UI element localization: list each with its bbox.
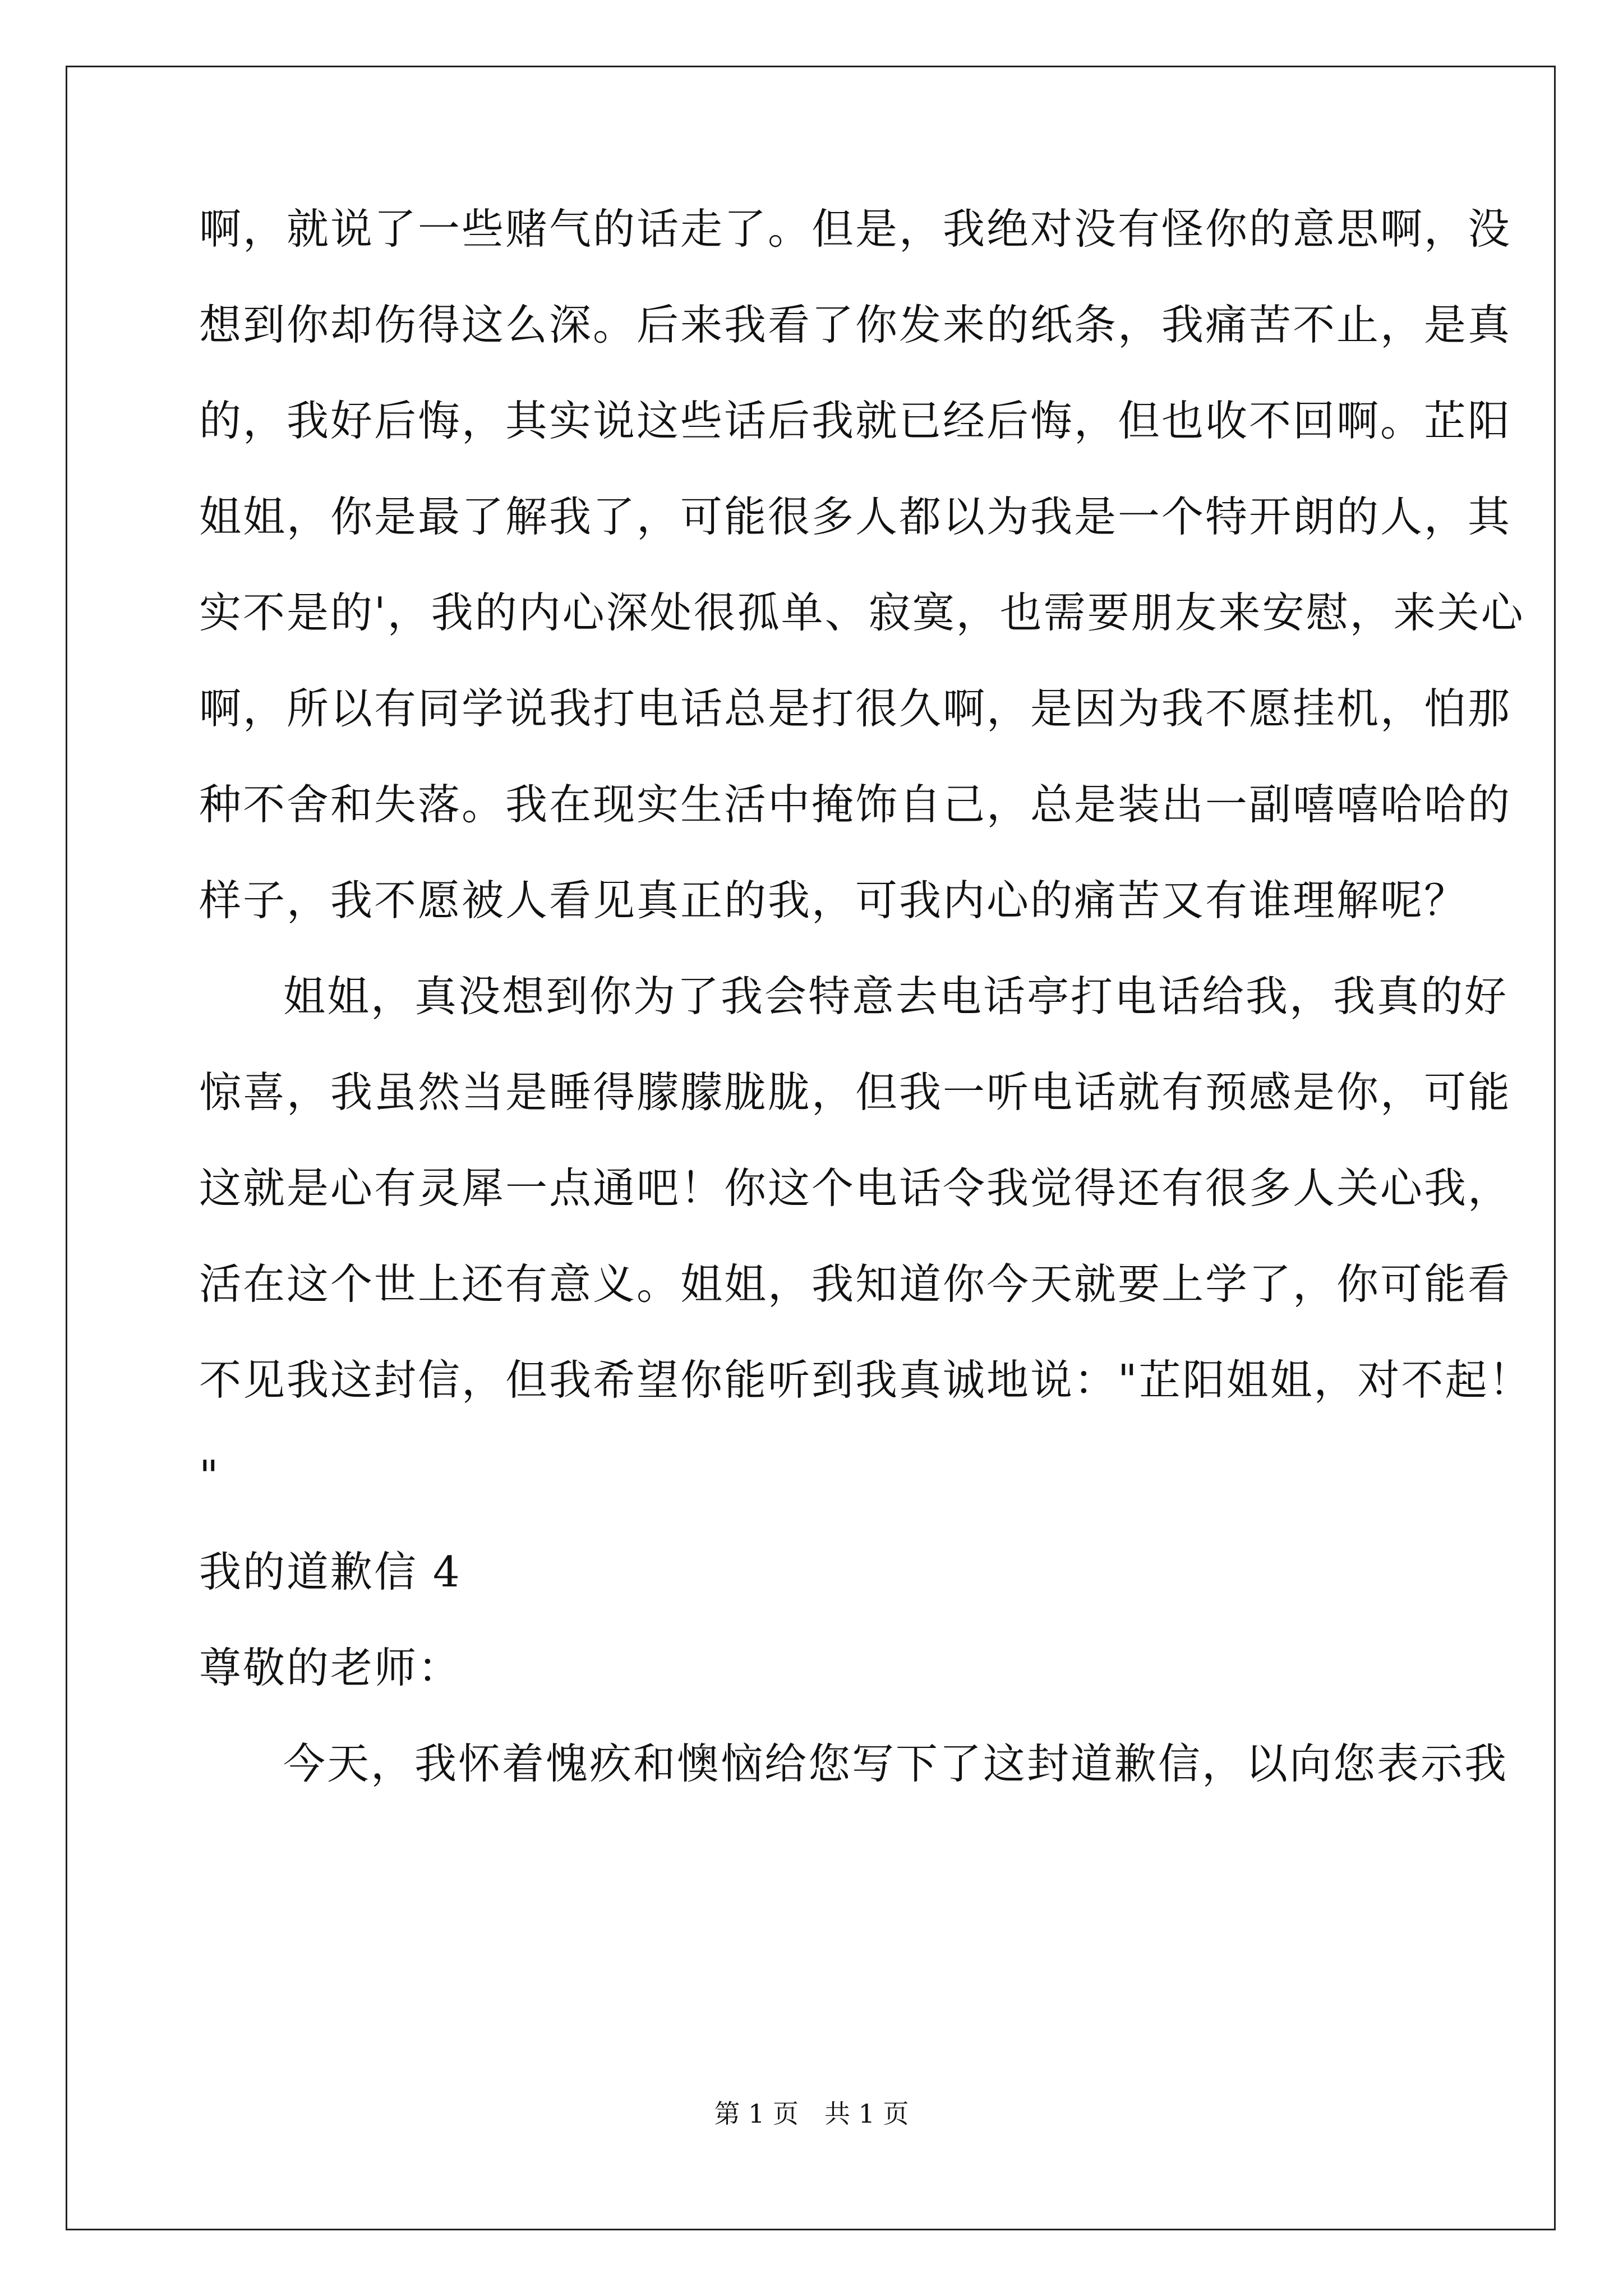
text-line: 这就是心有灵犀一点通吧！你这个电话令我觉得还有很多人关心我， <box>199 1163 1512 1213</box>
text-line: 想到你却伤得这么深。后来我看了你发来的纸条，我痛苦不止，是真 <box>199 300 1512 349</box>
text-line: 实不是的'，我的内心深处很孤单、寂寞，也需要朋友来安慰，来关心 <box>199 588 1525 637</box>
salutation: 尊敬的老师： <box>199 1643 462 1692</box>
text-line: " <box>199 1451 220 1501</box>
text-line: 姐姐，你是最了解我了，可能很多人都以为我是一个特开朗的人，其 <box>199 492 1512 541</box>
text-line: 样子，我不愿被人看见真正的我，可我内心的痛苦又有谁理解呢？ <box>199 876 1468 925</box>
text-line: 不见我这封信，但我希望你能听到我真诚地说："芷阳姐姐，对不起！ <box>199 1355 1533 1405</box>
text-line: 活在这个世上还有意义。姐姐，我知道你今天就要上学了，你可能看 <box>199 1259 1512 1309</box>
text-line: 啊，所以有同学说我打电话总是打很久啊，是因为我不愿挂机，怕那 <box>199 684 1512 733</box>
text-line: 的，我好后悔，其实说这些话后我就已经后悔，但也收不回啊。芷阳 <box>199 396 1512 445</box>
page-footer: 第 1 页 共 1 页 <box>714 2099 909 2129</box>
text-line: 惊喜，我虽然当是睡得朦朦胧胧，但我一听电话就有预感是你，可能 <box>199 1068 1512 1117</box>
text-line: 种不舍和失落。我在现实生活中掩饰自己，总是装出一副嘻嘻哈哈的 <box>199 780 1512 829</box>
section-heading: 我的道歉信 4 <box>199 1547 462 1596</box>
text-line: 啊，就说了一些赌气的话走了。但是，我绝对没有怪你的意思啊，没 <box>199 204 1512 254</box>
paragraph-start-line: 今天，我怀着愧疚和懊恼给您写下了这封道歉信，以向您表示我 <box>283 1739 1509 1788</box>
paragraph-start-line: 姐姐，真没想到你为了我会特意去电话亭打电话给我，我真的好 <box>283 972 1509 1021</box>
page-border <box>66 66 1556 2230</box>
